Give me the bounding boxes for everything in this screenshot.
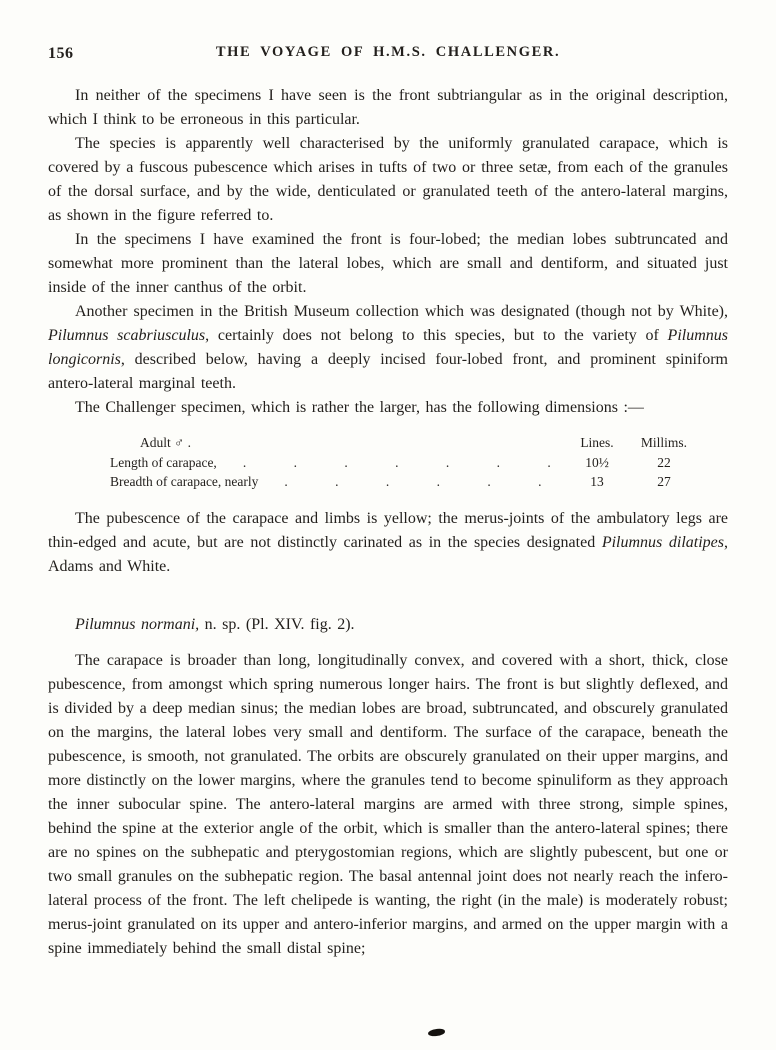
table-row [48,472,728,492]
paragraph-1 [48,84,728,132]
page-number: 156 [48,45,74,62]
page-body [48,84,728,961]
leader-dots: . . . . . . . [242,454,551,470]
scan-artifact-mark [428,1028,446,1037]
column-header-millims: Millims. [640,435,688,450]
table-header-row [48,433,728,453]
row-label: Breadth of carapace, nearly [110,474,259,489]
paragraph-7 [48,649,728,961]
text-run: In the specimens I have examined the front is four-lobed; the median lobes subtruncated and somewhat more prominent than the lateral lobes, which are small and dentiform, and situated just inside of the inner canthus of the orbit. [48,231,728,296]
dimensions-table [48,433,728,492]
text-run: Another specimen in the British Museum collection which was designated (though not by White), [75,303,728,320]
paragraph-4 [48,300,728,396]
lines-value: 10½ [585,454,609,470]
column-header-lines: Lines. [580,435,614,450]
text-run: , Adams and White. [48,533,728,575]
species-name: Pilumnus scabriusculus [48,327,206,344]
millims-value: 27 [657,474,671,489]
millims-value: 22 [657,454,671,470]
table-subject-label: Adult ♂ . [140,435,192,450]
text-run: In neither of the specimens I have seen is the front subtriangular as in the original description, which I think to be erroneous in this particular. [48,87,728,128]
text-run: The Challenger specimen, which is rather the larger, has the following dimensions :— [75,399,644,416]
text-run: , described below, having a deeply incised four-lobed front, and prominent spiniform antero-lateral marginal teeth. [48,351,728,392]
paragraph-3 [48,228,728,300]
running-title: THE VOYAGE OF H.M.S. CHALLENGER. [215,44,561,60]
species-name: Pilumnus dilatipes [601,533,724,551]
species-name: Pilumnus longicornis [48,327,728,368]
paragraph-2 [48,132,728,228]
species-heading [48,613,728,637]
text-run: The pubescence of the carapace and limbs is yellow; the merus-joints of the ambulatory legs are thin-edged and acute, but are not distinctly carinated as in the species designated [48,509,728,551]
text-run: The species is apparently well characterised by the uniformly granulated carapace, which is covered by a fuscous pubescence which arises in tufts of two or three setæ, from each of the granules of the dorsal surface, and by the wide, denticulated or granulated teeth of the antero-lateral margins, as shown in the figure referred to. [48,135,728,224]
page-header [48,44,728,66]
species-name: Pilumnus normani, [75,615,200,633]
row-label: Length of carapace, [110,454,217,470]
table-row [48,453,728,473]
paragraph-6 [48,507,728,579]
text-run: The carapace is broader than long, longitudinally convex, and covered with a short, thick, close pubescence, from amongst which spring numerous longer hairs. The front is but slightly deflexed, and is divided by a deep median sinus; the median lobes are broad, subtruncated, and obscurely granulated on the margins, the lateral lobes very small and dentiform. The surface of the carapace, beneath the pubescence, is smooth, not granulated. The orbits are obscurely granulated on their upper margins, and more distinctly on the lower margins, where the granules tend to become spinuliform as they approach the inner subocular spine. The antero-lateral margins are armed with three strong, simple spines, behind the spine at the exterior angle of the orbit, which is smaller than the antero-lateral spines; there are no spines on the subhepatic and pterygostomian regions, which are slightly pubescent, but one or two small granules on the subhepatic region. The basal antennal joint does not nearly reach the infero-lateral process of the front. The left chelipede is wanting, the right (in the male) is moderately robust; merus-joint granulated on its upper and antero-inferior margins, and armed on the upper margin with a spine immediately behind the small distal spine; [48,651,728,957]
text-run: , certainly does not belong to this species, but to the variety of [205,327,668,344]
leader-dots: . . . . . . [284,474,542,489]
text-run: n. sp. (Pl. XIV. fig. 2). [199,615,355,633]
paragraph-5 [48,396,728,420]
lines-value: 13 [590,474,604,489]
